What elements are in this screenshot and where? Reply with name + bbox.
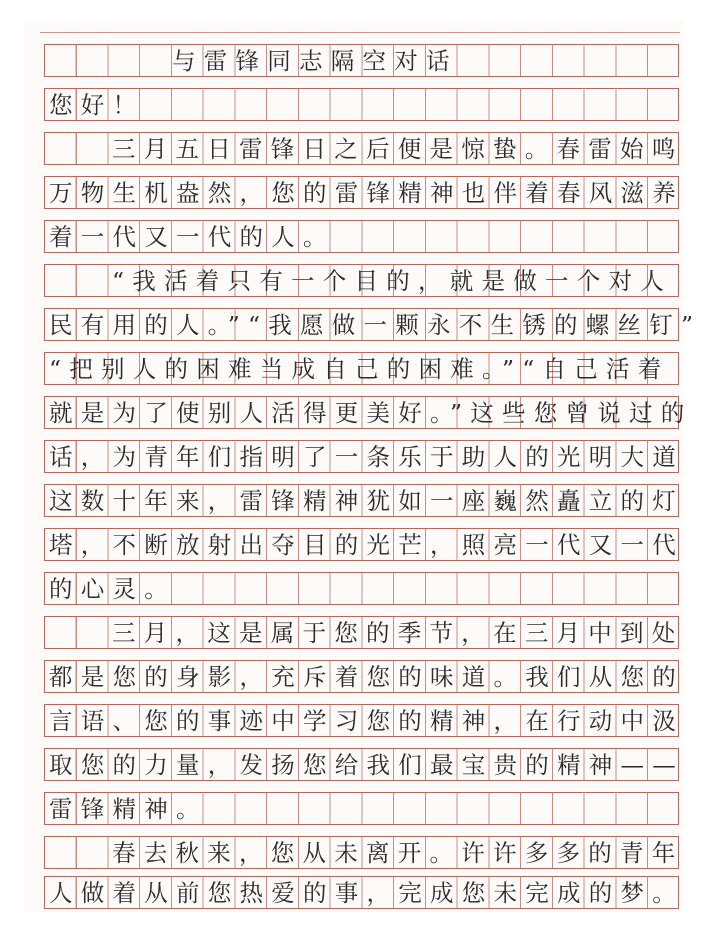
grid-row [44, 572, 679, 605]
grid-row [44, 704, 684, 737]
grid-row [44, 396, 693, 429]
paragraph-line: 这数十年来，雷锋精神犹如一座巍然矗立的灯 [49, 487, 684, 515]
paragraph-line: 的心灵。 [49, 575, 176, 603]
grid-row [44, 876, 684, 909]
paragraph-line: “我活着只有一个目的，就是做一个对人 [112, 267, 673, 295]
paragraph-line: 万物生机盎然，您的雷锋精神也伴着春风滋养 [49, 179, 684, 207]
paragraph-line: 就是为了使别人活得更美好。”这些您曾说过的 [49, 399, 693, 427]
grid-row [44, 484, 684, 517]
paragraph-line: 三月五日雷锋日之后便是惊蛰。春雷始鸣 [112, 135, 684, 163]
grid-row [44, 132, 684, 165]
top-rule [40, 32, 680, 33]
paragraph-line: 取您的力量，发扬您给我们最宝贵的精神—— [49, 751, 684, 779]
grid-row [44, 660, 684, 693]
grid-row [44, 792, 679, 825]
grid-row [44, 220, 679, 253]
paragraph-line: 民有用的人。”“我愿做一颗永不生锈的螺丝钉” [49, 311, 702, 339]
grid-row [44, 748, 684, 781]
paragraph-line: 春去秋来，您从未离开。许许多多的青年 [112, 839, 684, 867]
grid-row [44, 352, 679, 385]
grid-row [44, 88, 679, 121]
paragraph-line: 都是您的身影，充斥着您的味道。我们从您的 [49, 663, 684, 691]
grid-row [44, 308, 702, 341]
paragraph-line: 三月，这是属于您的季节，在三月中到处 [112, 619, 684, 647]
essay-title: 与雷锋同志隔空对话 [172, 47, 458, 75]
grid-row [44, 440, 684, 473]
paragraph-line: 话，为青年们指明了一条乐于助人的光明大道 [49, 443, 684, 471]
grid-row [44, 264, 679, 297]
paragraph-line: 雷锋精神。 [49, 795, 208, 823]
grid-row [44, 616, 684, 649]
grid-row [44, 176, 684, 209]
paragraph-line: 人做着从前您热爱的事，完成您未完成的梦。 [49, 879, 684, 907]
grid-row [44, 528, 684, 561]
grid-row [44, 44, 679, 77]
grid-row [44, 836, 684, 869]
paragraph-line: 塔，不断放射出夺目的光芒，照亮一代又一代 [49, 531, 684, 559]
paragraph-line: 着一代又一代的人。 [49, 223, 335, 251]
paragraph-line: 言语、您的事迹中学习您的精神，在行动中汲 [49, 707, 684, 735]
greeting-line: 您好！ [49, 91, 145, 119]
paragraph-line: “把别人的困难当成自己的困难。”“自己活着 [49, 355, 670, 383]
